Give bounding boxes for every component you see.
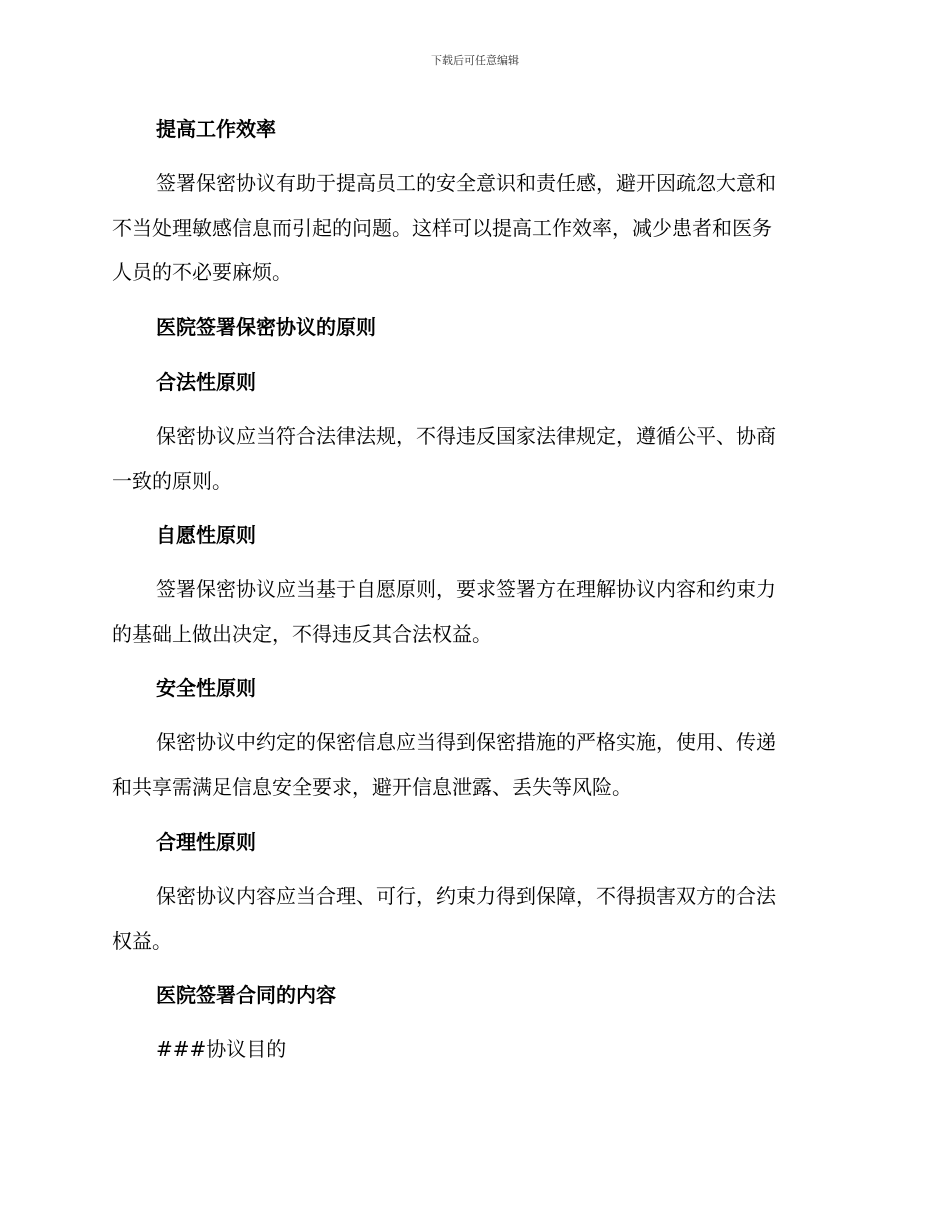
paragraph-line: 权益。 bbox=[112, 928, 172, 953]
section-heading-contract-content: 医院签署合同的内容 bbox=[156, 983, 336, 1007]
section-heading-principles: 医院签署保密协议的原则 bbox=[156, 315, 376, 339]
paragraph-line: 保密协议中约定的保密信息应当得到保密措施的严格实施，使用、传递 bbox=[156, 730, 776, 754]
section-heading-efficiency: 提高工作效率 bbox=[156, 117, 276, 141]
paragraph-line: 和共享需满足信息安全要求，避开信息泄露、丢失等风险。 bbox=[112, 774, 632, 799]
paragraph-line: 的基础上做出决定，不得违反其合法权益。 bbox=[112, 621, 492, 646]
paragraph-line: 一致的原则。 bbox=[112, 468, 232, 493]
paragraph-line: 人员的不必要麻烦。 bbox=[112, 260, 292, 284]
section-heading-security: 安全性原则 bbox=[156, 676, 256, 700]
paragraph-efficiency bbox=[112, 161, 832, 295]
paragraph-agreement-purpose bbox=[112, 1027, 832, 1072]
section-heading-legality: 合法性原则 bbox=[156, 370, 256, 394]
section-heading-voluntary: 自愿性原则 bbox=[156, 523, 256, 547]
paragraph-line: 保密协议内容应当合理、可行，约束力得到保障，不得损害双方的合法 bbox=[156, 884, 776, 908]
paragraph-line: 保密协议应当符合法律法规，不得违反国家法律规定，遵循公平、协商 bbox=[156, 424, 776, 448]
section-heading-reasonableness: 合理性原则 bbox=[156, 830, 256, 854]
paragraph-line: 签署保密协议有助于提高员工的安全意识和责任感，避开因疏忽大意和 bbox=[156, 171, 776, 195]
paragraph-line: 签署保密协议应当基于自愿原则，要求签署方在理解协议内容和约束力 bbox=[156, 577, 776, 601]
paragraph-security bbox=[112, 720, 832, 809]
paragraph-reasonableness bbox=[112, 874, 832, 963]
page-header: 下载后可任意编辑 bbox=[431, 54, 519, 67]
paragraph-voluntary bbox=[112, 567, 832, 656]
paragraph-legality bbox=[112, 414, 832, 503]
paragraph-line: ###协议目的 bbox=[156, 1037, 287, 1061]
paragraph-line: 不当处理敏感信息而引起的问题。这样可以提高工作效率，减少患者和医务 bbox=[112, 215, 772, 240]
